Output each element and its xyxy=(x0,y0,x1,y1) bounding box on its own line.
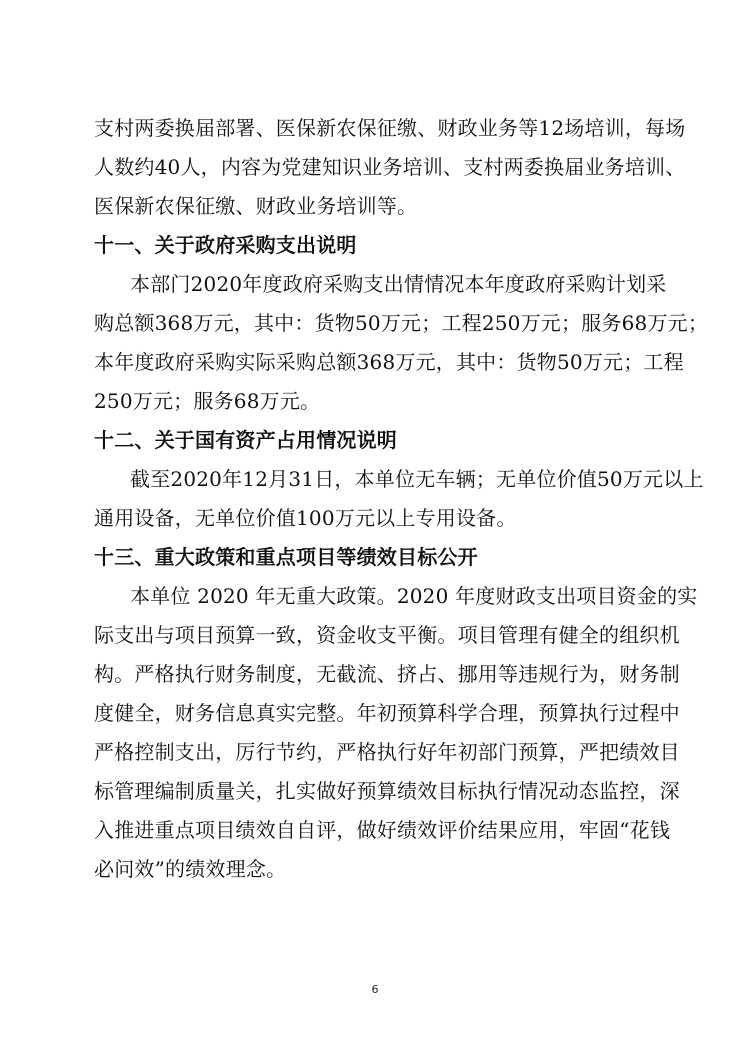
paragraph-training-line-2: 人数约40人，内容为党建知识业务培训、支村两委换届业务培训、 xyxy=(94,155,686,179)
paragraph-performance-line-8: 必问效”的绩效理念。 xyxy=(94,857,287,881)
paragraph-performance-line-6: 标管理编制质量关，扎实做好预算绩效目标执行情况动态监控，深 xyxy=(94,779,680,803)
section-heading-performance-goals: 十三、重大政策和重点项目等绩效目标公开 xyxy=(94,545,478,569)
paragraph-procurement-line-4: 250万元；服务68万元。 xyxy=(94,389,321,413)
paragraph-performance-line-3: 构。严格执行财务制度，无截流、挤占、挪用等违规行为，财务制 xyxy=(94,662,680,686)
paragraph-assets-line-1: 截至2020年12月31日，本单位无车辆；无单位价值50万元以上 xyxy=(130,467,704,491)
section-heading-government-procurement: 十一、关于政府采购支出说明 xyxy=(94,233,357,257)
paragraph-performance-line-5: 严格控制支出，厉行节约，严格执行好年初部门预算，严把绩效目 xyxy=(94,740,680,764)
paragraph-procurement-line-3: 本年度政府采购实际采购总额368万元，其中：货物50万元；工程 xyxy=(94,350,684,374)
paragraph-training-line-3: 医保新农保征缴、财政业务培训等。 xyxy=(94,194,418,218)
page-number: 6 xyxy=(371,983,379,996)
paragraph-assets-line-2: 通用设备，无单位价值100万元以上专用设备。 xyxy=(94,506,517,530)
section-heading-state-assets: 十二、关于国有资产占用情况说明 xyxy=(94,428,397,452)
paragraph-performance-line-1: 本单位 2020 年无重大政策。2020 年度财政支出项目资金的实 xyxy=(130,584,698,608)
paragraph-training-line-1: 支村两委换届部署、医保新农保征缴、财政业务等12场培训，每场 xyxy=(94,116,686,140)
paragraph-performance-line-4: 度健全，财务信息真实完整。年初预算科学合理，预算执行过程中 xyxy=(94,701,680,725)
paragraph-procurement-line-1: 本部门2020年度政府采购支出情情况本年度政府采购计划采 xyxy=(130,272,667,296)
paragraph-performance-line-2: 际支出与项目预算一致，资金收支平衡。项目管理有健全的组织机 xyxy=(94,623,680,647)
paragraph-performance-line-7: 入推进重点项目绩效自自评，做好绩效评价结果应用，牢固“花钱 xyxy=(94,818,671,842)
paragraph-procurement-line-2: 购总额368万元，其中：货物50万元；工程250万元；服务68万元； xyxy=(94,311,709,335)
